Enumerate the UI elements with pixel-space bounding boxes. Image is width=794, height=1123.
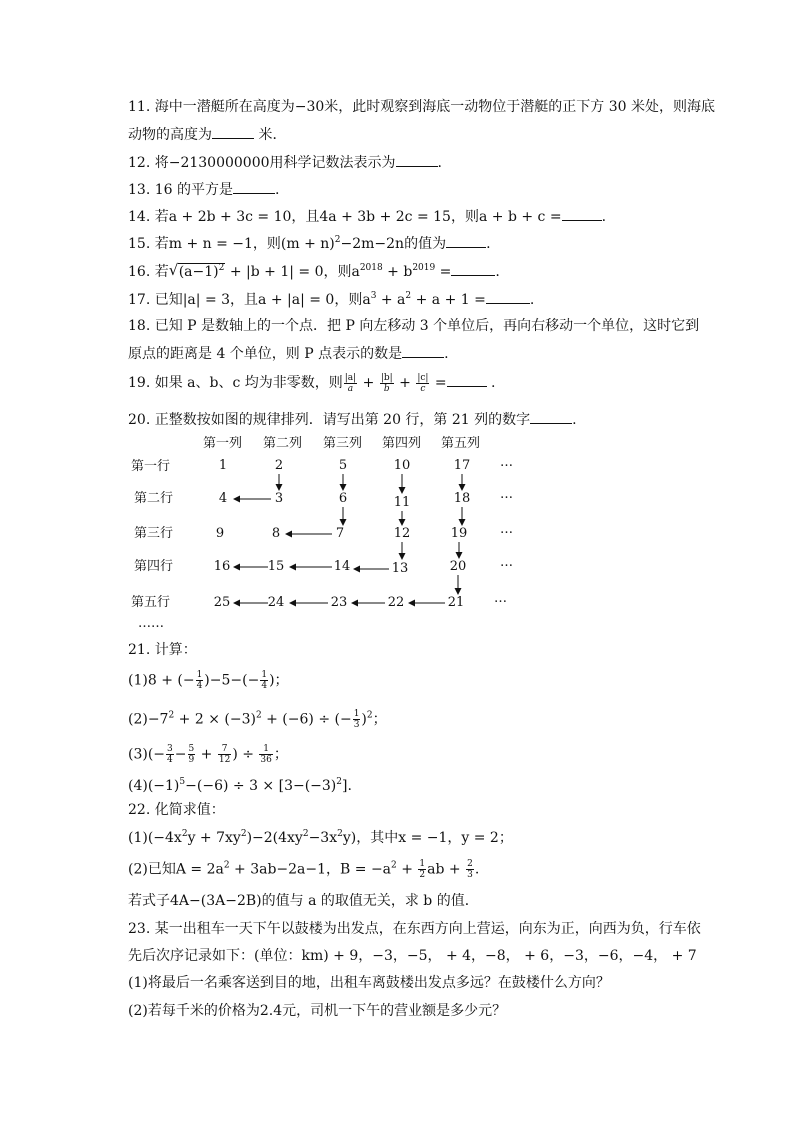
q18-line2: 原点的距离是 4 个单位，则 P 点表示的数是 . [128,343,449,364]
col-header: 第五列 [441,436,481,451]
grid-number: 12 [393,526,411,541]
ellipsis: … [500,522,511,537]
row-header: 第一行 [131,459,171,474]
q21-part2: $(2)-7^2 + 2 \times (-3)^2 + (-6)$ ÷ (− $\frac{1}{3}$ )$^2$； [128,709,387,730]
grid-number: 17 [453,458,471,473]
fraction: $\frac{1}{3}$ [353,709,360,730]
grid-number: 15 [267,559,285,574]
ellipsis: … [500,487,511,502]
col-header: 第一列 [203,436,243,451]
q15: 15. 若m + n = −1，则$(m + n)^2-2m-2n$的值为 . [128,235,491,252]
q13: 13. 16 的平方是 . [128,179,279,200]
grid-number: 16 [213,559,231,574]
q11-line1: 11. 海中一潜艇所在高度为−30米，此时观察到海底一动物位于潜艇的正下方 30 米处，则海底 [128,99,715,115]
q20: 20. 正整数按如图的规律排列．请写出第 20 行，第 21 列的数字 . [128,409,577,430]
q22-title: 22. 化简求值： [128,802,225,818]
grid-number: 8 [271,526,281,541]
row-header: 第二行 [134,491,174,506]
fraction: $\frac{1}{4}$ [261,670,268,691]
row-header: 第三行 [134,526,174,541]
q19: 19. 如果 a、b、c 均为非零数，则 $\frac{|a|}{a}$ + $\frac{|b|}{b}$ + $\frac{|c|}{c}$ = . [128,372,496,394]
fraction: $\frac{1}{2}$ [419,859,426,880]
q23-line2: 先后次序记录如下：(单位：km) + 9，−3，−5， + 4，−8， + 6，−3，−6，−4， + 7 [128,948,697,964]
grid-number: 14 [333,559,351,574]
fraction: $\frac{5}{9}$ [188,744,195,765]
more-rows-ellipsis: …… [138,616,164,631]
grid-number: 20 [449,559,467,574]
col-header: 第二列 [263,436,303,451]
fraction: $\frac{|c|}{c}$ [417,372,429,394]
q22-part1: $(1)(-4x^2y + 7xy^2)-2(4xy^2-3x^2y)$，其中x = −1，y = 2； [128,829,513,846]
q12: 12. 将−2130000000用科学记数法表示为 . [128,152,442,173]
grid-number: 24 [267,595,285,610]
q16: 16. 若√ $(a-1)^2 + |b + 1| = 0$，则$a^{2018} + b^{2019}$ = . [128,261,500,282]
q11-line2: 动物的高度为 米． [128,124,286,145]
q21-title: 21. 计算： [128,642,197,658]
grid-number: 18 [453,491,471,506]
q18-line1: 18. 已知 P 是数轴上的一个点．把 P 向左移动 3 个单位后，再向右移动一个单位，这时它到 [128,318,700,334]
q14: 14. 若a + 2b + 3c = 10，且4a + 3b + 2c = 15，则a + b + c = . [128,206,606,227]
grid-number: 13 [391,561,409,576]
grid-number: 22 [387,595,405,610]
ellipsis: … [500,455,511,470]
ellipsis: … [494,591,505,606]
fraction: $\frac{|b|}{b}$ [380,372,393,394]
grid-number: 3 [274,491,284,506]
grid-number: 19 [450,526,468,541]
q21-part1: (1)8 + (− $\frac{1}{4}$ )−5−(− $\frac{1}{4}$ )； [128,670,289,691]
fraction: $\frac{1}{36}$ [260,744,272,765]
row-header: 第五行 [131,595,171,610]
fraction: $\frac{3}{4}$ [167,744,173,765]
grid-number: 25 [213,595,231,610]
sqrt-expression: √ $(a-1)^2$ [169,262,226,282]
fraction: $\frac{|a|}{a}$ [344,372,357,394]
q22-part3: 若式子4A−(3A−2B)的值与 a 的取值无关，求 b 的值． [128,893,479,909]
col-header: 第四列 [382,436,422,451]
fraction: $\frac{7}{12}$ [218,744,231,765]
col-header: 第三列 [323,436,363,451]
grid-number: 4 [218,491,228,506]
q21-part4: $(4)(-1)^5-(-6) \div 3 \times [3-(-3)^2]$. [128,777,352,794]
q21-part3: (3)(− $\frac{3}{4}$ − $\frac{5}{9}$ + $\frac{7}{12}$ ) ÷ $\frac{1}{36}$ ； [128,744,288,765]
fraction: $\frac{2}{3}$ [467,859,473,880]
row-header: 第四行 [134,559,174,574]
ellipsis: … [500,555,511,570]
q22-part2: (2)已知$A = 2a^2 + 3ab-2a-1$，$B = -a^2$ + $\frac{1}{2}$ ab + $\frac{2}{3}$ . [128,859,480,880]
q23-line1: 23. 某一出租车一天下午以鼓楼为出发点，在东西方向上营运，向东为正，向西为负，行车依 [128,921,701,937]
grid-number: 2 [274,458,284,473]
q17: 17. 已知|a| = 3，且a + |a| = 0，则$a^3 + a^2 + a + 1$ = . [128,291,535,308]
fraction: $\frac{1}{4}$ [196,670,203,691]
grid-number: 10 [393,458,411,473]
q23-part1: (1)将最后一名乘客送到目的地，出租车离鼓楼出发点多远？在鼓楼什么方向？ [128,975,610,991]
grid-number: 9 [215,526,225,541]
grid-number: 21 [447,595,465,610]
grid-number: 5 [338,458,348,473]
q23-part2: (2)若每千米的价格为2.4元，司机一下午的营业额是多少元？ [128,1003,507,1019]
grid-number: 23 [330,595,348,610]
grid-number: 6 [338,491,348,506]
grid-number: 11 [393,495,411,510]
grid-number: 7 [335,526,345,541]
grid-number: 1 [218,458,228,473]
